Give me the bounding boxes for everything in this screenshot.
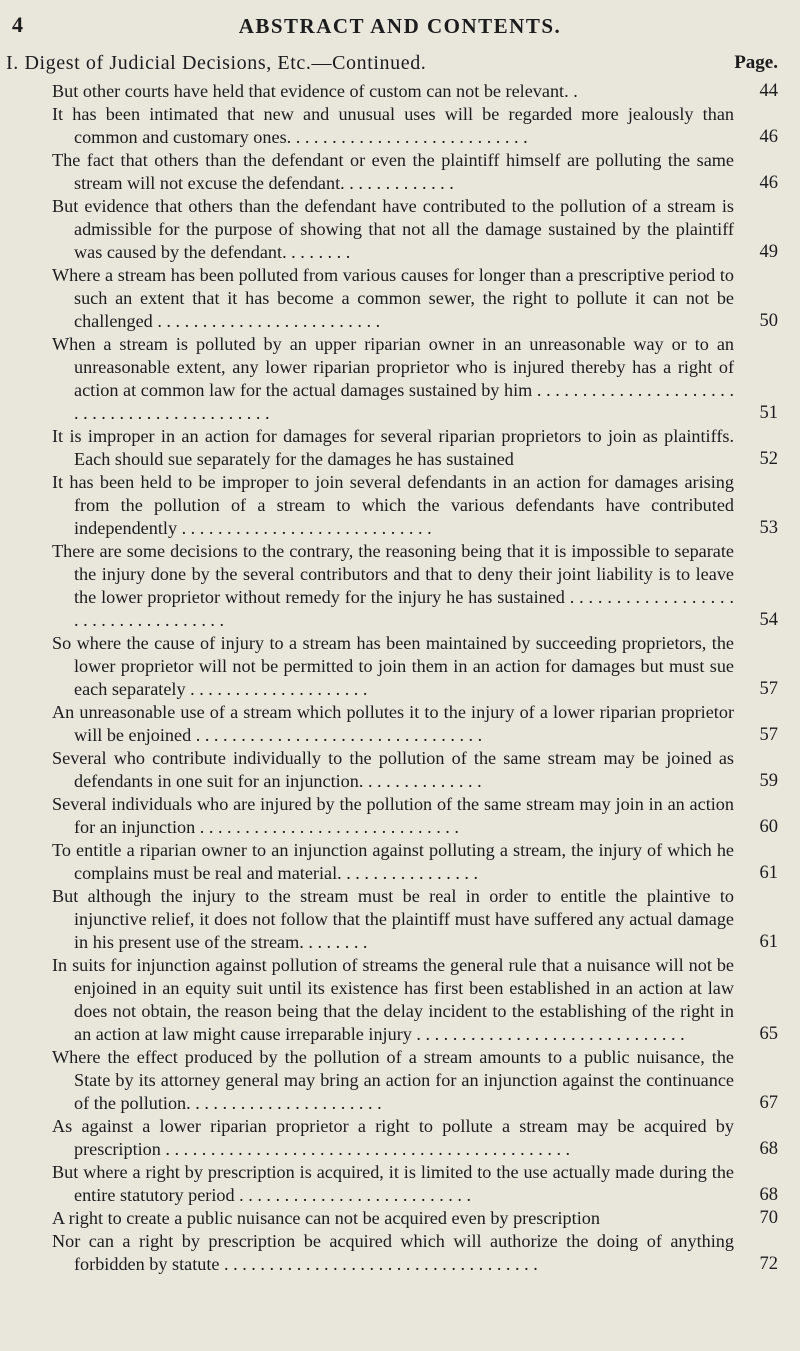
entry-page-number: 61 bbox=[759, 932, 778, 952]
contents-entry bbox=[0, 1161, 800, 1207]
entry-text: To entitle a riparian owner to an injunction against polluting a stream, the injury of which he complains must be real and material. . . . . . . . . . . . . . . . bbox=[52, 840, 734, 883]
entry-text: It has been held to be improper to join several defendants in an action for damages arising from the pollution of a stream to which the various defendants have contributed independently . . . . . . . . . . . . . . . . . . . . . . . . . . . . bbox=[52, 472, 734, 538]
entry-text: Several individuals who are injured by the pollution of the same stream may join in an action for an injunction . . . . . . . . . . . . . . . . . . . . . . . . . . . . . bbox=[52, 794, 734, 837]
contents-entry bbox=[0, 540, 800, 632]
contents-entry bbox=[0, 264, 800, 333]
entry-page-number: 44 bbox=[759, 81, 778, 101]
entry-text: But although the injury to the stream must be real in order to entitle the plaintive to injunctive relief, it does not follow that the plaintiff must have suffered any actual damage in his present use of the stream. . . . . . . . bbox=[52, 886, 734, 952]
entry-page-number: 57 bbox=[759, 679, 778, 699]
page-column-label: Page. bbox=[734, 52, 778, 73]
page-number: 4 bbox=[12, 12, 23, 37]
entry-text: The fact that others than the defendant or even the plaintiff himself are polluting the same stream will not excuse the defendant. . . . . . . . . . . . . bbox=[52, 150, 734, 193]
contents-entry bbox=[0, 885, 800, 954]
contents-entry bbox=[0, 793, 800, 839]
contents-entry bbox=[0, 839, 800, 885]
contents-entry bbox=[0, 80, 800, 103]
page-header bbox=[0, 6, 800, 46]
entry-text: Several who contribute individually to the pollution of the same stream may be joined as defendants in one suit for an injunction. . . . . . . . . . . . . . bbox=[52, 748, 734, 791]
contents-entry bbox=[0, 1207, 800, 1230]
contents-entry bbox=[0, 149, 800, 195]
entry-page-number: 50 bbox=[759, 311, 778, 331]
contents-entry bbox=[0, 1046, 800, 1115]
entry-page-number: 68 bbox=[759, 1185, 778, 1205]
contents-entry bbox=[0, 632, 800, 701]
contents-entries bbox=[0, 80, 800, 1276]
entry-page-number: 65 bbox=[759, 1024, 778, 1044]
entry-page-number: 54 bbox=[759, 610, 778, 630]
entry-page-number: 57 bbox=[759, 725, 778, 745]
section-heading-row bbox=[0, 50, 800, 78]
entry-text: In suits for injunction against pollution of streams the general rule that a nuisance will not be enjoined in an equity suit until its existence has first been established in an action at law does not obtain, the reason being that the delay incident to the establishing of the right in an action at law might cause irreparable injury . . . . . . . . . . . . . . . . . . . . . . . . . . . . . . bbox=[52, 955, 734, 1044]
entry-text: As against a lower riparian proprietor a right to pollute a stream may be acquired by prescription . . . . . . . . . . . . . . . . . . . . . . . . . . . . . . . . . . . . . . . . . . . . . bbox=[52, 1116, 734, 1159]
entry-text: Where the effect produced by the pollution of a stream amounts to a public nuisance, the State by its attorney general may bring an action for an injunction against the continuance of the pollution. . . . . . . . . . . . . . . . . . . . . . bbox=[52, 1047, 734, 1113]
entry-page-number: 49 bbox=[759, 242, 778, 262]
entry-page-number: 70 bbox=[759, 1208, 778, 1228]
contents-entry bbox=[0, 747, 800, 793]
entry-page-number: 51 bbox=[759, 403, 778, 423]
entry-text: When a stream is polluted by an upper riparian owner in an unreasonable way or to an unreasonable extent, any lower riparian proprietor who is injured thereby has a right of action at common law for the actual damages sustained by him . . . . . . . . . . . . . . . . . . . . . . . . . . . . . . . . . . . . . . . . . . . . bbox=[52, 334, 734, 423]
entry-text: But other courts have held that evidence of custom can not be relevant. . bbox=[52, 81, 578, 101]
entry-text: But where a right by prescription is acquired, it is limited to the use actually made during the entire statutory period . . . . . . . . . . . . . . . . . . . . . . . . . . bbox=[52, 1162, 734, 1205]
entry-text: So where the cause of injury to a stream has been maintained by succeeding proprietors, the lower proprietor will not be permitted to join them in an action for damages but must sue each separately . . . . . . . . . . . . . . . . . . . . bbox=[52, 633, 734, 699]
entry-text: It is improper in an action for damages for several riparian proprietors to join as plaintiffs. Each should sue separately for the damages he has sustained bbox=[52, 426, 734, 469]
entry-page-number: 61 bbox=[759, 863, 778, 883]
contents-entry bbox=[0, 1230, 800, 1276]
contents-entry bbox=[0, 701, 800, 747]
section-title: I. Digest of Judicial Decisions, Etc.—Continued. bbox=[6, 52, 427, 74]
entry-text: It has been intimated that new and unusual uses will be regarded more jealously than common and customary ones. . . . . . . . . . . . . . . . . . . . . . . . . . . bbox=[52, 104, 734, 147]
entry-text: An unreasonable use of a stream which pollutes it to the injury of a lower riparian proprietor will be enjoined . . . . . . . . . . . . . . . . . . . . . . . . . . . . . . . . bbox=[52, 702, 734, 745]
entry-page-number: 72 bbox=[759, 1254, 778, 1274]
contents-entry bbox=[0, 425, 800, 471]
entry-text: Where a stream has been polluted from various causes for longer than a prescriptive period to such an extent that it has become a common sewer, the right to pollute it can not be challenged . . . . . . . . . . . . . . . . . . . . . . . . . bbox=[52, 265, 734, 331]
contents-entry bbox=[0, 333, 800, 425]
entry-text: A right to create a public nuisance can not be acquired even by prescription bbox=[52, 1208, 600, 1228]
entry-text: But evidence that others than the defendant have contributed to the pollution of a stream is admissible for the purpose of showing that not all the damage sustained by the plaintiff was caused by the defendant. . . . . . . . bbox=[52, 196, 734, 262]
contents-entry bbox=[0, 954, 800, 1046]
entry-page-number: 67 bbox=[759, 1093, 778, 1113]
entry-text: Nor can a right by prescription be acquired which will authorize the doing of anything forbidden by statute . . . . . . . . . . . . . . . . . . . . . . . . . . . . . . . . . . . bbox=[52, 1231, 734, 1274]
entry-page-number: 59 bbox=[759, 771, 778, 791]
entry-page-number: 68 bbox=[759, 1139, 778, 1159]
entry-text: There are some decisions to the contrary, the reasoning being that it is impossible to separate the injury done by the several contributors and that to deny their joint liability is to leave the lower proprietor without remedy for the injury he has sustained . . . . . . . . . . . . . . . . . . . . . . . . . . . . . . . . . . . bbox=[52, 541, 734, 630]
entry-page-number: 52 bbox=[759, 449, 778, 469]
entry-page-number: 46 bbox=[759, 173, 778, 193]
contents-entry bbox=[0, 471, 800, 540]
entry-page-number: 60 bbox=[759, 817, 778, 837]
running-title: ABSTRACT AND CONTENTS. bbox=[238, 14, 562, 38]
entry-page-number: 53 bbox=[759, 518, 778, 538]
entry-page-number: 46 bbox=[759, 127, 778, 147]
contents-entry bbox=[0, 1115, 800, 1161]
contents-entry bbox=[0, 103, 800, 149]
contents-entry bbox=[0, 195, 800, 264]
